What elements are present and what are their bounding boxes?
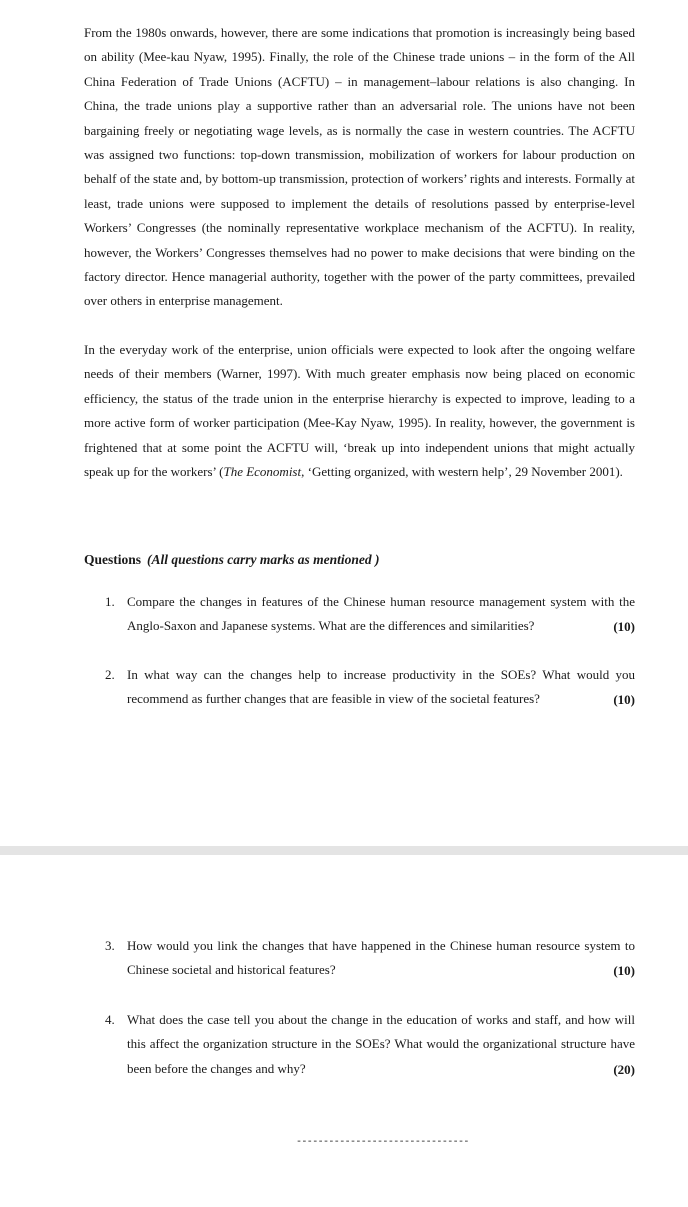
page-separator: [0, 846, 688, 855]
question-marks: (10): [605, 615, 635, 639]
question-marks: (10): [605, 959, 635, 983]
question-marks: (20): [605, 1058, 635, 1082]
paragraph-text: In the everyday work of the enterprise, union officials were expected to look after the ongoing welfare needs of their members (Warner, 1997). With much greater emphasis now being placed on economic efficiency, the status of the trade union in the enterprise hierarchy is expected to improve, leading to a more active form of worker participation (Mee-Kay Nyaw, 1995). In reality, however, the government is frightened that at some point the ACFTU will, ‘break up into independent unions that might actually speak up for the workers’ (: [84, 342, 635, 480]
questions-label: Questions: [84, 552, 142, 567]
paragraph-text-end: , ‘Getting organized, with western help’, 29 November 2001).: [301, 464, 623, 480]
question-number: 1.: [105, 594, 115, 609]
publication-title: The Economist: [223, 464, 302, 480]
question-2: [105, 663, 635, 712]
question-3: [105, 934, 635, 983]
question-text: In what way can the changes help to increase productivity in the SOEs? What would you recommend as further changes that are feasible in view of the societal features?: [127, 667, 635, 707]
question-number: 3.: [105, 938, 115, 953]
question-number: 2.: [105, 667, 115, 682]
end-of-document-rule: --------------------------------: [296, 1137, 469, 1148]
question-text: How would you link the changes that have happened in the Chinese human resource system to Chinese societal and historical features?: [127, 938, 635, 978]
questions-heading: [84, 550, 380, 570]
paragraph-union-officials: [84, 338, 635, 484]
paragraph-trade-unions: From the 1980s onwards, however, there are some indications that promotion is increasingly being based on ability (Mee-kau Nyaw, 1995). Finally, the role of the Chinese trade unions – in the form of the All China Federation of Trade Unions (ACFTU) – in management–labour relations is also changing. In China, the trade unions play a supportive rather than an adversarial role. The unions have not been bargaining freely or negotiating wage levels, as is normally the case in western countries. The ACFTU was assigned two functions: top-down transmission, mobilization of workers for labour production on behalf of the state and, by bottom-up transmission, protection of workers’ rights and interests. Formally at least, trade unions were supposed to implement the details of resolutions passed by enterprise-level Workers’ Congresses (the nominally representative workplace mechanism of the ACFTU). In reality, however, the Workers’ Congresses themselves had no power to make decisions that were binding on the factory director. Hence managerial authority, together with the power of the party committees, prevailed over others in enterprise management.: [84, 25, 635, 309]
question-1: [105, 590, 635, 639]
question-marks: (10): [605, 688, 635, 712]
question-4: [105, 1008, 635, 1082]
question-text: What does the case tell you about the change in the education of works and staff, and how will this affect the organization structure in the SOEs? What would the organizational structure have been before the changes and why?: [127, 1012, 635, 1076]
question-text: Compare the changes in features of the Chinese human resource management system with the Anglo-Saxon and Japanese systems. What are the differences and similarities?: [127, 594, 635, 634]
questions-note: (All questions carry marks as mentioned ): [147, 552, 380, 567]
question-number: 4.: [105, 1012, 115, 1027]
